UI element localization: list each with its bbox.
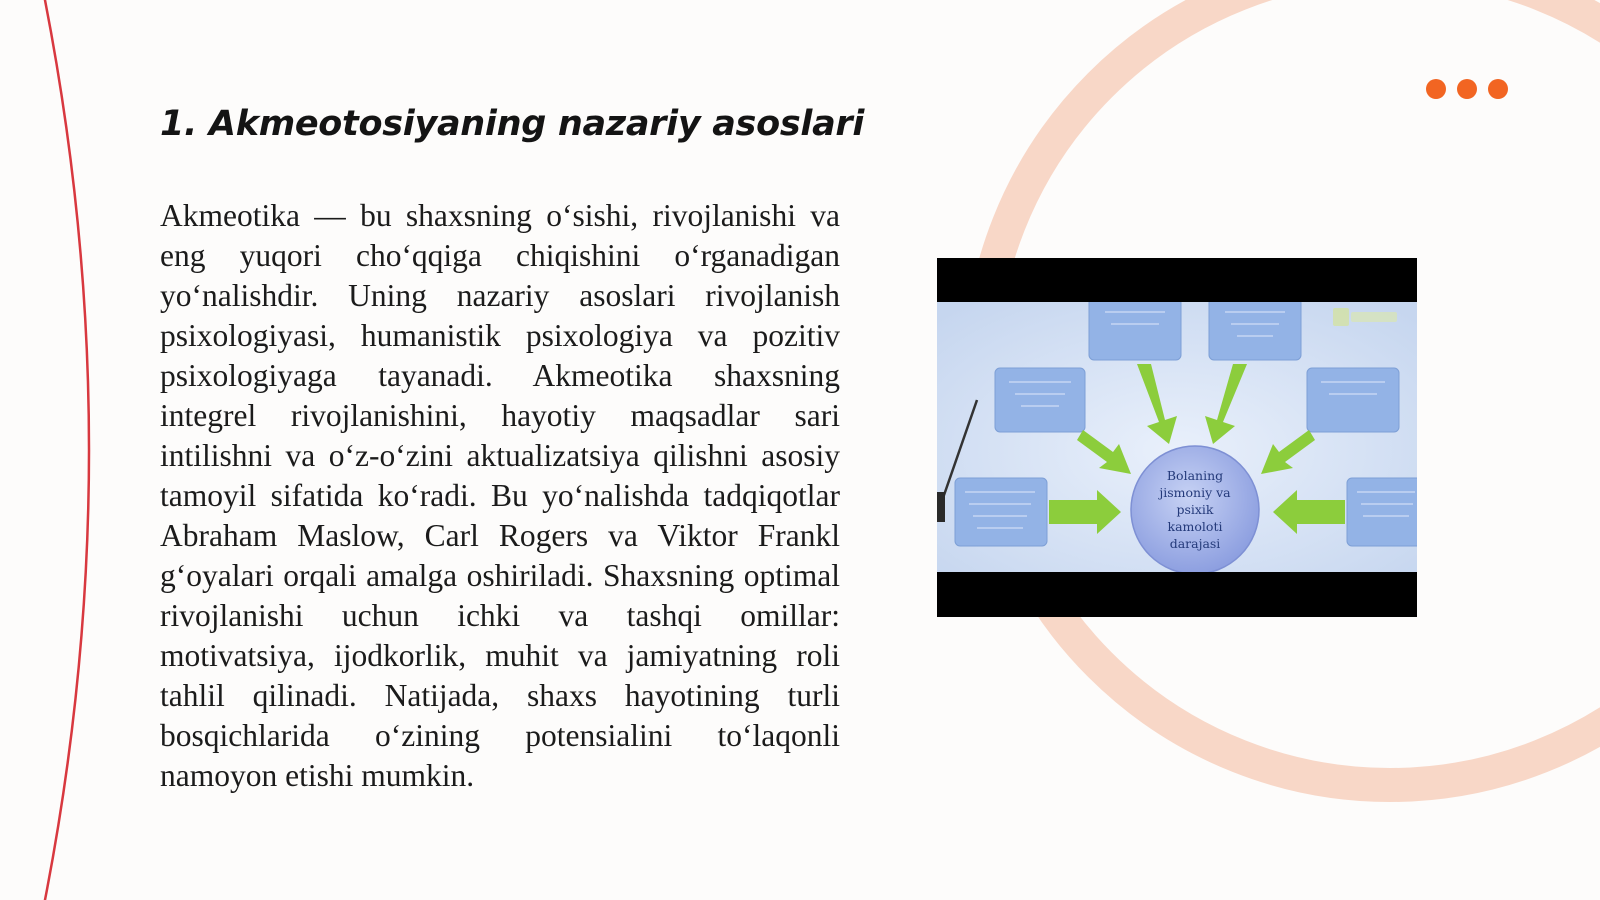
slide-title: 1. Akmeotosiyaning nazariy asoslari [160,104,865,144]
presenter-hand [937,492,945,522]
video-player[interactable] [937,258,1417,617]
diagram-box [1347,478,1417,546]
menu-dots[interactable] [1426,79,1508,99]
diagram-box [995,368,1085,432]
center-label-line: kamoloti [1167,519,1223,534]
center-label-line: Bolaning [1166,468,1224,483]
diagram-box [955,478,1047,546]
center-label-line: darajasi [1169,536,1221,551]
dot-icon [1457,79,1477,99]
center-label-line: psixik [1176,502,1214,517]
dot-icon [1488,79,1508,99]
body-paragraph: Akmeotika — bu shaxsning o‘sishi, rivojlanishi va eng yuqori cho‘qqiga chiqishini o‘rganadigan yo‘nalishdir. Uning nazariy asoslari rivojlanish psixologiyasi, humanistik psixologiya va pozitiv psixologiyaga tayanadi. Akmeotika shaxsning integrel rivojlanishini, hayotiy maqsadlar sari intilishni va o‘z-o‘zini aktualizatsiya qilishni asosiy tamoyil sifatida ko‘radi. Bu yo‘nalishda tadqiqotlar Abraham Maslow, Carl Rogers va Viktor Frankl g‘oyalari orqali amalga oshiriladi. Shaxsning optimal rivojlanishi uchun ichki va tashqi omillar: motivatsiya, ijodkorlik, muhit va jamiyatning roli tahlil qilinadi. Natijada, shaxs hayotining turli bosqichlarida o‘zining potensialini to‘laqonli namoyon etishi mumkin. [160,198,840,793]
left-curve-line [44,0,89,900]
diagram-box [1089,302,1181,360]
video-frame [937,302,1417,572]
diagram-box [1209,302,1301,360]
diagram-box [1307,368,1399,432]
dot-icon [1426,79,1446,99]
center-label-line: jismoniy va [1159,485,1231,500]
